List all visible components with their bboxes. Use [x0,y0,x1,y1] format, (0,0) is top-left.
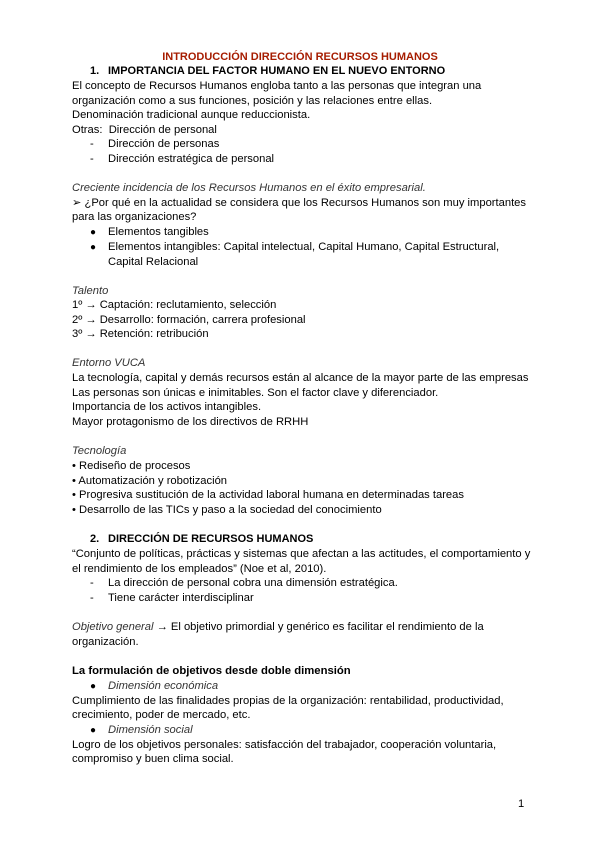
page-number: 1 [518,798,525,810]
talento-item: 2º → Desarrollo: formación, carrera profesional [72,314,306,326]
section-1-number: 1. [90,65,100,77]
bullet-icon: ● [90,242,97,253]
section-2-number: 2. [90,533,100,545]
tecnologia-item: • Automatización y robotización [72,475,228,487]
dimension-line: Logro de los objetivos personales: satisfacción del trabajador, cooperación voluntaria, [72,739,497,751]
quote-line: “Conjunto de políticas, prácticas y sistemas que afectan a las actitudes, el comportamiento y [72,548,531,560]
objetivo-line: organización. [72,636,139,648]
bullet-icon: ● [90,681,97,692]
otras-item: Dirección de personas [108,138,220,150]
dimension-line: crecimiento, poder de mercado, etc. [72,709,251,721]
vuca-heading: Entorno VUCA [72,357,146,369]
dimension-heading: ● Dimensión social [90,724,193,736]
question-line: ➢ ¿Por qué en la actualidad se considera que los Recursos Humanos son muy importantes [72,197,527,209]
talento-item: 3º → Retención: retribución [72,328,209,340]
list-item: ● Elementos tangibles [90,226,209,238]
bullet-icon: ● [90,725,97,736]
vuca-line: La tecnología, capital y demás recursos están al alcance de la mayor parte de las empresas [72,372,529,384]
document-title: INTRODUCCIÓN DIRECCIÓN RECURSOS HUMANOS [162,51,438,63]
formulacion-heading: La formulación de objetivos desde doble dimensión [72,665,351,677]
dimension-line: compromiso y buen clima social. [72,753,234,765]
tecnologia-item: • Desarrollo de las TICs y paso a la sociedad del conocimiento [72,504,382,516]
dimension-heading: ● Dimensión económica [90,680,219,692]
intro-line: El concepto de Recursos Humanos engloba tanto a las personas que integran una [72,80,482,92]
section-1-heading [90,64,445,79]
otras-dash-item: - Dirección de personas [90,138,220,150]
intro-line: organización como a sus funciones, posición y las relaciones entre ellas. [72,95,433,107]
creciente-heading: Creciente incidencia de los Recursos Humanos en el éxito empresarial. [72,182,426,194]
talento-item: 1º → Captación: reclutamiento, selección [72,299,277,311]
section-2-dash-item: - La dirección de personal cobra una dimensión estratégica. [90,577,398,589]
objetivo-label: Objetivo general [72,621,154,633]
objetivo-line: Objetivo general → El objetivo primordial y genérico es facilitar el rendimiento de la [72,621,484,633]
section-2-title: DIRECCIÓN DE RECURSOS HUMANOS [108,533,314,545]
quote-line: el rendimiento de los empleados” (Noe et al, 2010). [72,563,327,575]
section-2-heading [90,532,313,547]
vuca-line: Mayor protagonismo de los directivos de RRHH [72,416,309,428]
otras-item: Dirección de personal [108,124,217,136]
tecnologia-item: • Rediseño de procesos [72,460,191,472]
intro-line: Denominación tradicional aunque reduccionista. [72,109,311,121]
list-item: ● Elementos intangibles: Capital intelectual, Capital Humano, Capital Estructural, [90,241,500,253]
tecnologia-heading: Tecnología [72,445,127,457]
otras-item: Dirección estratégica de personal [108,153,275,165]
section-2-dash-item: - Tiene carácter interdisciplinar [90,592,254,604]
bullet-icon: ● [90,227,97,238]
otras-label: Otras: [72,124,103,136]
vuca-line: Las personas son únicas e inimitables. Son el factor clave y diferenciador. [72,387,439,399]
tecnologia-item: • Progresiva sustitución de la actividad laboral humana en determinadas tareas [72,489,464,501]
dimension-line: Cumplimiento de las finalidades propias de la organización: rentabilidad, productividad, [72,695,504,707]
otras-dash-item: - Dirección estratégica de personal [90,153,275,165]
list-item-continuation: Capital Relacional [108,256,199,268]
otras-line [72,123,217,138]
arrow-bullet-icon: ➢ [72,197,82,209]
talento-heading: Talento [72,285,109,297]
question-line: para las organizaciones? [72,211,197,223]
section-1-title: IMPORTANCIA DEL FACTOR HUMANO EN EL NUEVO ENTORNO [108,65,446,77]
vuca-line: Importancia de los activos intangibles. [72,401,262,413]
